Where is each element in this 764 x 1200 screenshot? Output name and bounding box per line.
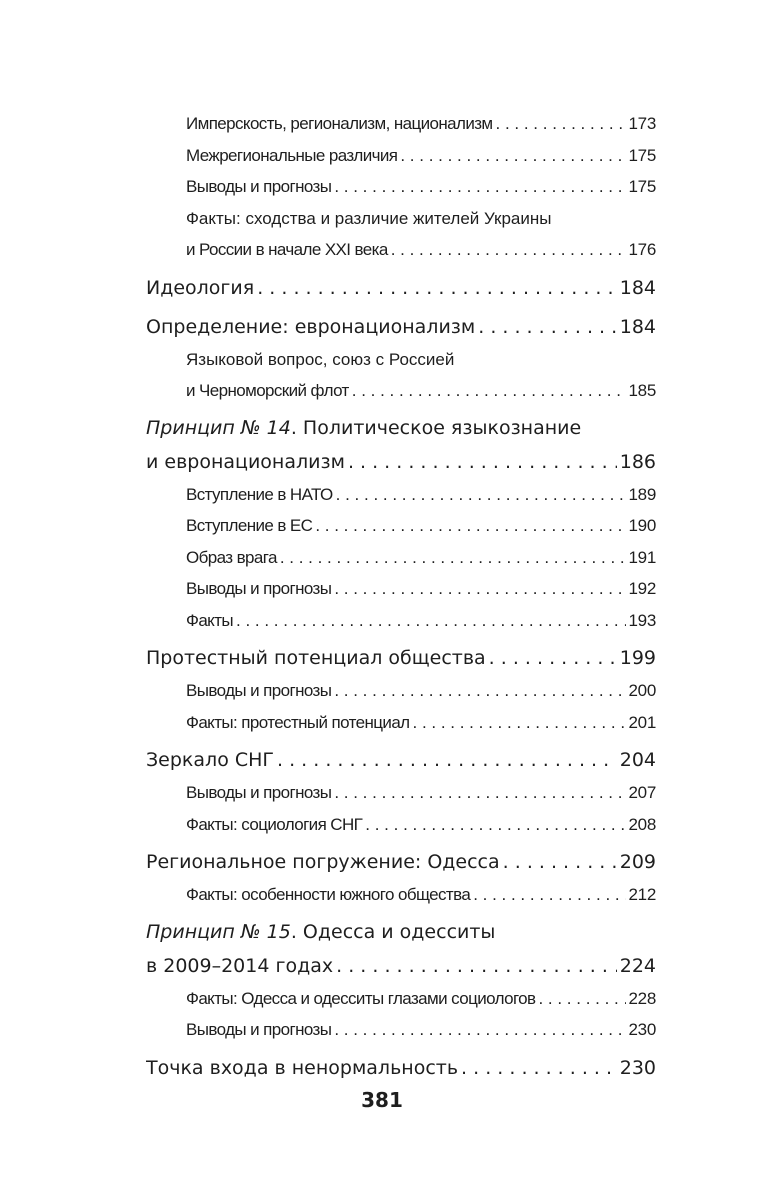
toc-entry-title: Выводы и прогнозы: [186, 579, 332, 598]
toc-entry: [146, 879, 656, 911]
toc-entry-title: Определение: евронационализм: [146, 315, 476, 338]
toc-entry-line2: [146, 234, 656, 266]
toc-entry: [146, 310, 656, 344]
toc-entry-page: 191: [628, 547, 656, 567]
leader-dots: [365, 809, 625, 841]
leader-dots: [280, 542, 626, 574]
toc-entry-page: 192: [628, 579, 656, 598]
toc-entry-title-line1: Факты: сходства и различие жителей Украины: [186, 208, 552, 228]
toc-entry-page: 184: [619, 276, 656, 299]
toc-entry-page: 201: [628, 712, 656, 732]
toc-entry: [146, 542, 656, 574]
leader-dots: [277, 743, 617, 777]
principle-label: Принцип № 14: [146, 416, 291, 439]
leader-dots: [400, 140, 625, 172]
leader-dots: [334, 171, 625, 203]
toc-entry-title: Идеология: [146, 276, 255, 299]
toc-entry-page: 189: [628, 484, 656, 504]
toc-entry-page: 207: [628, 783, 656, 802]
toc-entry-title: Образ врага: [186, 547, 277, 567]
toc-entry: [146, 743, 656, 777]
leader-dots: [413, 707, 626, 739]
toc-entry: [146, 344, 656, 407]
toc-entry-title-line1: Языковой вопрос, союз с Россией: [186, 349, 455, 369]
toc-entry-line2: [146, 949, 656, 983]
toc-entry-page: 228: [628, 988, 656, 1008]
principle-label: Принцип № 15: [146, 920, 291, 943]
leader-dots: [478, 310, 617, 344]
toc-entry-title-line1: [146, 916, 656, 949]
leader-dots: [334, 675, 625, 707]
toc-entry-page: 175: [628, 177, 656, 196]
toc-entry-title: Региональное погружение: Одесса: [146, 851, 500, 873]
leader-dots: [334, 777, 625, 809]
toc-entry: [146, 203, 656, 266]
toc-entry-page: 224: [619, 954, 656, 977]
toc-entry-page: 209: [619, 851, 656, 873]
leader-dots: [334, 1014, 625, 1046]
toc-entry-title: Вступление в НАТО: [186, 484, 333, 504]
toc-entry: [146, 108, 656, 140]
toc-entry: [146, 916, 656, 983]
toc-entry-page: 204: [619, 749, 656, 771]
leader-dots: [503, 845, 617, 879]
toc-entry-title-line2: и Черноморский флот: [186, 381, 349, 400]
principle-title: . Одесса и одесситы: [290, 920, 496, 943]
toc-entry-title: Выводы и прогнозы: [186, 1020, 332, 1039]
toc-entry-page: 199: [619, 647, 656, 669]
toc-entry-title: Факты: [186, 610, 234, 630]
toc-entry: [146, 1051, 656, 1085]
toc-entry: [146, 412, 656, 479]
toc-entry-page: 208: [628, 814, 656, 834]
leader-dots: [236, 605, 626, 637]
toc-entry-title: Факты: Одесса и одесситы глазами социологов: [186, 988, 536, 1008]
toc-entry-title: Точка входа в ненормальность: [146, 1056, 459, 1079]
toc-entry: [146, 983, 656, 1015]
toc-entry-title: Выводы и прогнозы: [186, 177, 332, 196]
toc-entry-title-line2: и России в начале XXI века: [186, 240, 388, 259]
toc-entry-page: 193: [628, 610, 656, 630]
toc-entry: [146, 573, 656, 605]
toc-entry-title: Протестный потенциал общества: [146, 647, 486, 669]
leader-dots: [315, 510, 625, 542]
leader-dots: [336, 479, 626, 511]
toc-entry-title: Факты: особенности южного общества: [186, 885, 471, 904]
leader-dots: [352, 375, 626, 407]
toc-entry: [146, 675, 656, 707]
toc-entry: [146, 809, 656, 841]
toc-entry: [146, 510, 656, 542]
table-of-contents: [146, 108, 656, 1085]
toc-entry-title: Имперскость, регионализм, национализм: [186, 114, 493, 133]
leader-dots: [489, 641, 617, 675]
toc-entry-line2: [146, 445, 656, 479]
leader-dots: [257, 271, 617, 305]
toc-entry: [146, 641, 656, 675]
toc-entry-title: Выводы и прогнозы: [186, 681, 332, 700]
toc-entry: [146, 140, 656, 172]
leader-dots: [336, 949, 617, 983]
toc-entry-page: 173: [628, 114, 656, 133]
toc-entry-page: 200: [628, 681, 656, 700]
leader-dots: [391, 234, 626, 266]
toc-entry-title: Факты: социология СНГ: [186, 814, 363, 834]
toc-entry: [146, 845, 656, 879]
toc-entry: [146, 171, 656, 203]
toc-entry: [146, 777, 656, 809]
toc-entry: [146, 479, 656, 511]
toc-entry-page: 186: [619, 450, 656, 473]
toc-entry-page: 190: [628, 516, 656, 535]
toc-entry-title-line2: и евронационализм: [146, 450, 345, 473]
toc-entry-title: Факты: протестный потенциал: [186, 712, 410, 732]
toc-entry-page: 184: [619, 315, 656, 338]
toc-entry-page: 176: [628, 240, 656, 259]
toc-entry-title: Межрегиональные различия: [186, 145, 398, 165]
leader-dots: [496, 108, 626, 140]
toc-entry-page: 175: [628, 145, 656, 165]
toc-entry: [146, 1014, 656, 1046]
toc-entry: [146, 605, 656, 637]
toc-entry-line2: [146, 375, 656, 407]
toc-entry-title-line1: [146, 412, 656, 445]
toc-entry: [146, 271, 656, 305]
toc-entry-page: 185: [628, 381, 656, 400]
toc-entry-title: Вступление в ЕС: [186, 516, 313, 535]
toc-entry-title-line2: в 2009–2014 годах: [146, 954, 334, 977]
toc-entry-page: 230: [619, 1056, 656, 1079]
leader-dots: [348, 445, 617, 479]
leader-dots: [538, 983, 625, 1015]
toc-entry-page: 230: [628, 1020, 656, 1039]
toc-entry: [146, 707, 656, 739]
toc-entry-title: Зеркало СНГ: [146, 749, 274, 771]
page-number: 381: [361, 1088, 403, 1112]
leader-dots: [334, 573, 625, 605]
toc-entry-title: Выводы и прогнозы: [186, 783, 332, 802]
principle-title: . Политическое языкознание: [290, 416, 582, 439]
leader-dots: [473, 879, 625, 911]
leader-dots: [461, 1051, 617, 1085]
toc-entry-page: 212: [628, 885, 656, 904]
